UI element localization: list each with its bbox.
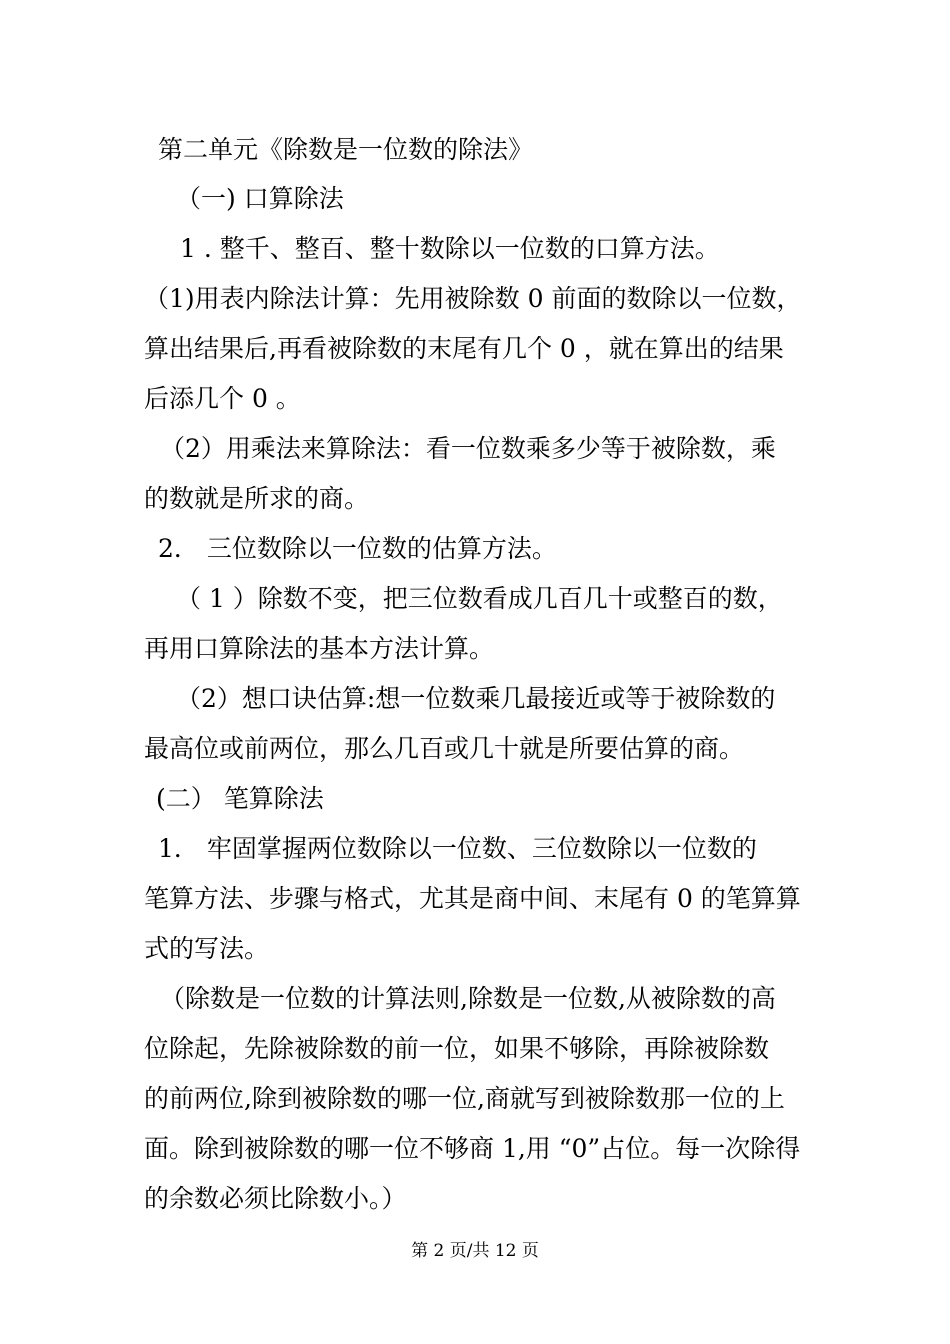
- subheading-estimation-method: 2． 三位数除以一位数的估算方法。: [158, 534, 557, 563]
- paragraph-line: 位除起，先除被除数的前一位，如果不够除，再除被除数: [144, 1034, 770, 1063]
- paragraph-line: 后添几个 0 。: [144, 384, 301, 413]
- paragraph-line: （除数是一位数的计算法则,除数是一位数,从被除数的高: [160, 984, 776, 1013]
- paragraph-line: （ 1 ）除数不变，把三位数看成几百几十或整百的数，: [176, 584, 783, 613]
- subheading-oral-method: 1 . 整千、整百、整十数除以一位数的口算方法。: [180, 234, 720, 263]
- paragraph-line: 面。除到被除数的哪一位不够商 1,用 “0”占位。每一次除得: [144, 1134, 801, 1163]
- unit-title: 第二单元《除数是一位数的除法》: [158, 135, 534, 164]
- section-heading-oral-division: （一) 口算除法: [176, 184, 344, 213]
- page-number-footer: 第 2 页/共 12 页: [411, 1241, 539, 1261]
- section-heading-written-division: (二） 笔算除法: [156, 784, 324, 813]
- paragraph-line: 的余数必须比除数小。）: [144, 1184, 407, 1213]
- paragraph-line: 算出结果后,再看被除数的末尾有几个 0 ，就在算出的结果: [144, 334, 784, 363]
- paragraph-line: 的数就是所求的商。: [144, 484, 370, 513]
- paragraph-line: 式的写法。: [144, 934, 270, 963]
- paragraph-line: （2）用乘法来算除法：看一位数乘多少等于被除数，乘: [160, 434, 776, 463]
- paragraph-line: （2）想口诀估算:想一位数乘几最接近或等于被除数的: [176, 684, 776, 713]
- paragraph-line: 最高位或前两位，那么几百或几十就是所要估算的商。: [144, 734, 745, 763]
- paragraph-line: 笔算方法、步骤与格式，尤其是商中间、末尾有 0 的笔算算: [144, 884, 801, 913]
- paragraph-line: 1． 牢固掌握两位数除以一位数、三位数除以一位数的: [158, 834, 757, 863]
- paragraph-line: 再用口算除法的基本方法计算。: [144, 634, 495, 663]
- paragraph-line: （1)用表内除法计算：先用被除数 0 前面的数除以一位数，: [144, 284, 802, 313]
- paragraph-line: 的前两位,除到被除数的哪一位,商就写到被除数那一位的上: [144, 1084, 785, 1113]
